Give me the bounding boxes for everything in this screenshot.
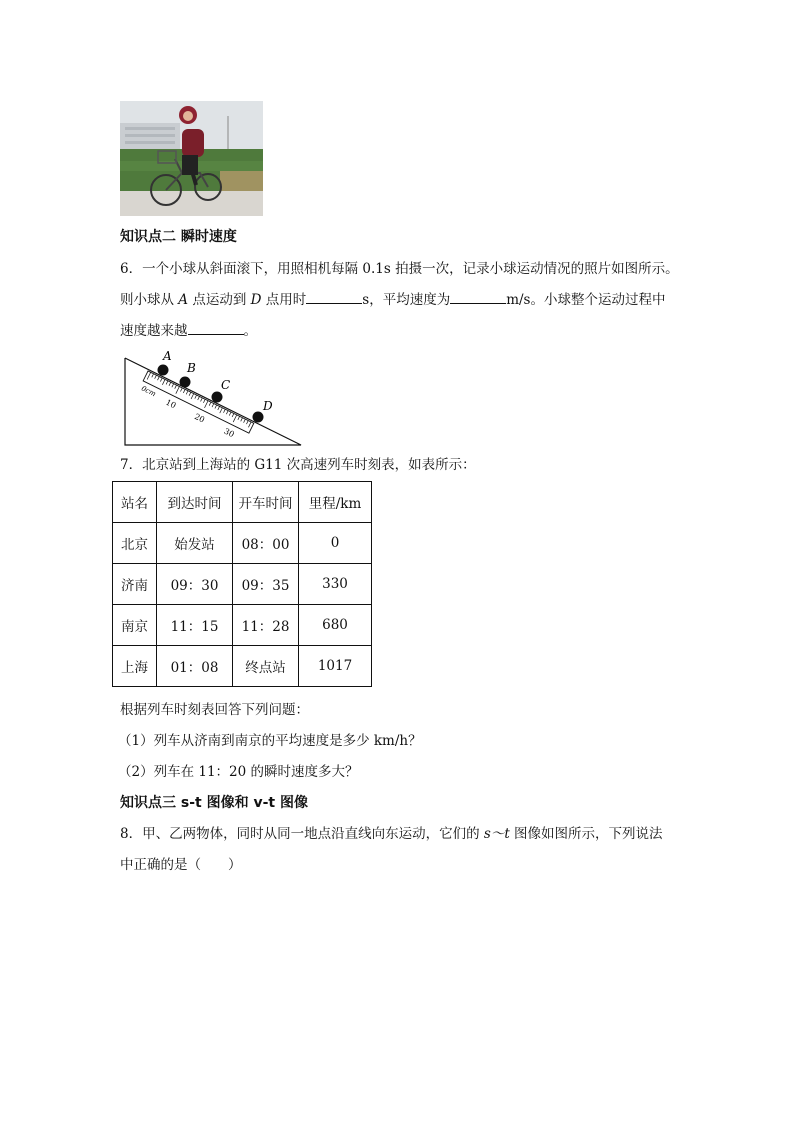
table-cell: 09：30 (157, 564, 233, 605)
cyclist-photo (120, 101, 263, 216)
q6-point-a: A (178, 292, 189, 308)
section-title-graphs: 知识点三 s-t 图像和 v-t 图像 (120, 795, 308, 811)
q6-line1: 6．一个小球从斜面滚下，用照相机每隔 0.1s 拍摄一次，记录小球运动情况的照片如图所示。 (120, 261, 679, 277)
ruler-tick (183, 389, 185, 393)
ruler-tick (220, 408, 223, 413)
ruler-tick (152, 374, 154, 378)
ruler-label-30: 30 (222, 426, 236, 440)
q8-text-c: 图像如图所示，下列说法 (509, 826, 663, 842)
section-title-instantaneous-velocity: 知识点二 瞬时速度 (120, 229, 237, 245)
ruler-tick (226, 411, 228, 415)
table-row (113, 523, 372, 564)
ruler-tick (224, 409, 226, 413)
ruler-tick (203, 399, 205, 403)
ruler-label-10: 10 (164, 397, 178, 411)
q6-text-c: 点用时 (261, 292, 307, 308)
ruler-tick (246, 421, 248, 425)
ruler-tick (218, 406, 220, 410)
header-cell: 站名 (113, 482, 157, 523)
ruler-tick (176, 387, 180, 394)
table-cell: 北京 (113, 523, 157, 564)
q8-line1 (120, 824, 663, 844)
ball-c (212, 392, 223, 403)
q6-text-f: 速度越来越 (120, 323, 188, 339)
ruler-tick (215, 405, 217, 409)
q6-line2 (120, 289, 665, 310)
ruler-tick (175, 385, 177, 389)
ruler-tick (238, 416, 240, 420)
q7-sub1: （1）列车从济南到南京的平均速度是多少 km/h？ (118, 733, 422, 749)
q7-intro: 7．北京站到上海站的 G11 次高速列车时刻表，如表所示： (120, 457, 476, 473)
table-cell: 330 (299, 564, 372, 605)
ruler-tick (191, 394, 194, 399)
table-cell: 终点站 (233, 646, 299, 687)
table-cell: 680 (299, 605, 372, 646)
header-cell: 到达时间 (157, 482, 233, 523)
ruler-tick (232, 413, 234, 417)
q6-trend-blank[interactable] (188, 320, 244, 335)
table-row (113, 564, 372, 605)
q6-speed-blank[interactable] (450, 289, 506, 304)
ruler-tick (241, 418, 243, 422)
table-cell: 08：00 (233, 523, 299, 564)
ruler-tick (180, 388, 182, 392)
ruler-label-20: 20 (192, 411, 207, 425)
q7-prompt: 根据列车时刻表回答下列问题： (120, 702, 309, 718)
label-b: B (187, 361, 196, 375)
q6-point-d: D (250, 292, 262, 308)
q6-time-blank[interactable] (306, 289, 362, 304)
ruler-tick (229, 412, 231, 416)
ruler-tick (248, 422, 251, 427)
table-cell: 11：15 (157, 605, 233, 646)
ruler-tick (201, 398, 203, 402)
label-a: A (163, 349, 172, 363)
header-cell: 里程/km (299, 482, 372, 523)
table-cell: 01：08 (157, 646, 233, 687)
ruler-tick (233, 415, 237, 422)
q8-st-symbol: s～t (483, 826, 510, 842)
header-cell: 开车时间 (233, 482, 299, 523)
ruler-tick (189, 392, 191, 396)
ruler-tick (160, 378, 162, 382)
table-cell: 1017 (299, 646, 372, 687)
incline-figure (118, 349, 308, 449)
ball-b (180, 377, 191, 388)
q8-text-a: 8．甲、乙两物体，同时从同一地点沿直线向东运动，它们的 (120, 826, 484, 842)
ruler-tick (155, 375, 157, 379)
ruler-tick (205, 401, 209, 408)
ruler-tick (209, 402, 211, 406)
table-cell: 济南 (113, 564, 157, 605)
ruler-tick (162, 379, 165, 384)
ball-a (158, 365, 169, 376)
q8-line2: 中正确的是（ ） (120, 857, 242, 873)
ruler-tick (169, 382, 171, 386)
label-c: C (221, 378, 231, 392)
ruler-tick (195, 395, 197, 399)
q6-line3 (120, 320, 257, 341)
table-cell: 0 (299, 523, 372, 564)
ruler-tick (198, 396, 200, 400)
table-cell: 上海 (113, 646, 157, 687)
table-header-row (113, 482, 372, 523)
q6-text-e: m/s。小球整个运动过程中 (506, 292, 666, 308)
table-cell: 11：28 (233, 605, 299, 646)
ruler-tick (158, 377, 160, 381)
train-timetable (112, 481, 372, 687)
q7-sub2: （2）列车在 11：20 的瞬时速度多大？ (118, 764, 359, 780)
ruler-tick (172, 384, 174, 388)
ruler-label-0: 0cm (140, 384, 158, 399)
table-cell: 始发站 (157, 523, 233, 564)
ruler-tick (147, 372, 151, 379)
ruler-tick (186, 391, 188, 395)
label-d: D (263, 399, 273, 413)
ruler-tick (244, 419, 246, 423)
ruler-tick (166, 381, 168, 385)
table-cell: 南京 (113, 605, 157, 646)
table-cell: 09：35 (233, 564, 299, 605)
ruler-tick (212, 404, 214, 408)
q6-text-g: 。 (243, 323, 257, 339)
ball-d (253, 412, 264, 423)
table-row (113, 646, 372, 687)
q6-text-a: 则小球从 (120, 292, 179, 308)
q6-text-b: 点运动到 (188, 292, 251, 308)
table-row (113, 605, 372, 646)
q6-text-d: s，平均速度为 (362, 292, 451, 308)
